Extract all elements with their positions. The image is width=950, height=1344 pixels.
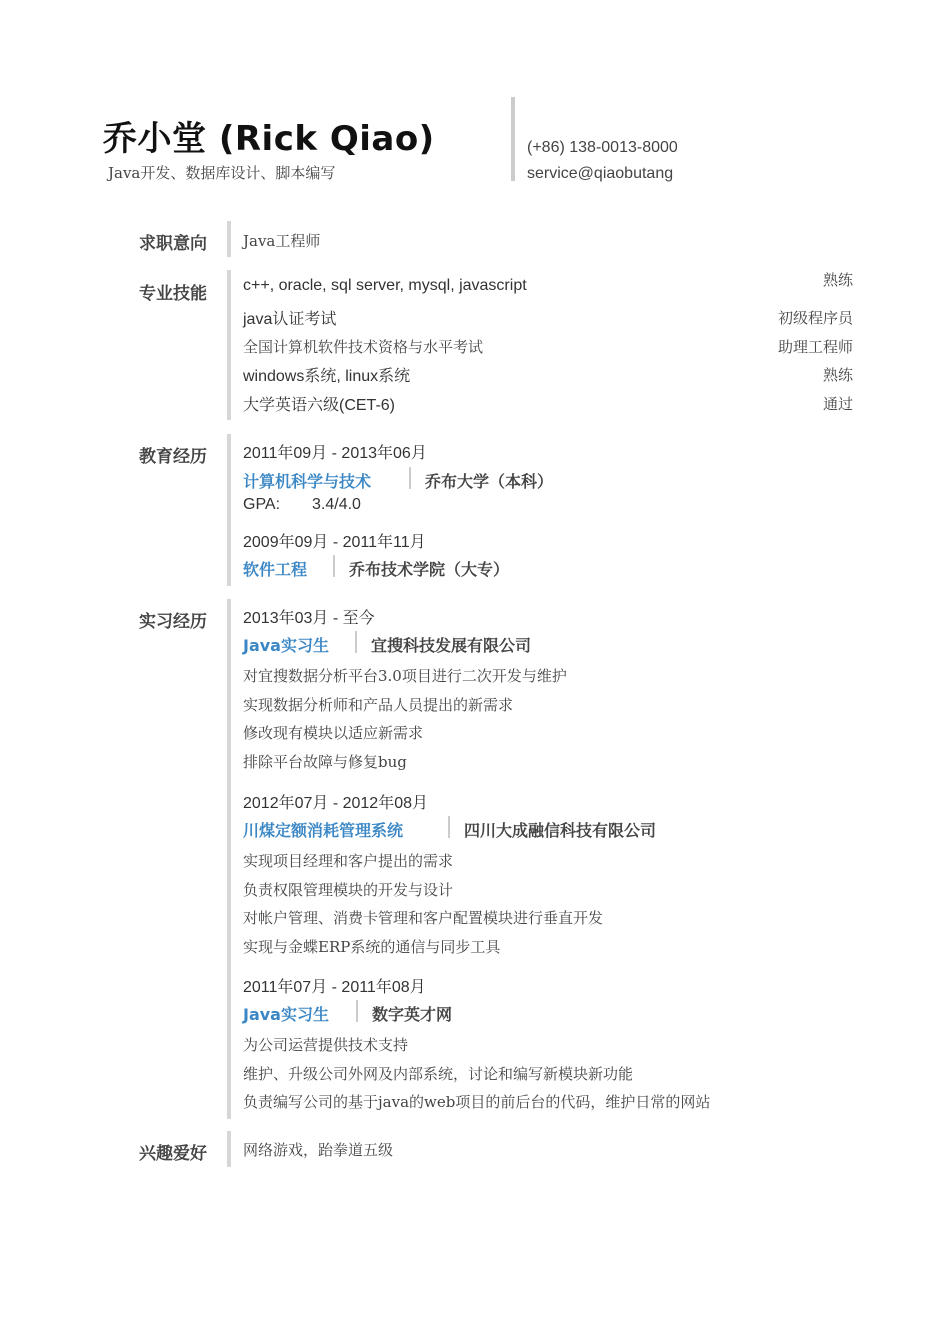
skill-level: 熟练 — [822, 271, 853, 289]
internship-role: Java实习生 — [243, 1005, 329, 1024]
skill-level: 熟练 — [822, 366, 853, 384]
contact-block — [527, 135, 678, 187]
skill-name: 大学英语六级(CET-6) — [243, 397, 396, 414]
internship-separator — [355, 631, 357, 653]
section-title-skills: 专业技能 — [139, 284, 207, 304]
section-rule-objective — [227, 221, 231, 257]
internship-duty: 负责编写公司的基于java的web项目的前后台的代码，维护日常的网站 — [243, 1093, 711, 1111]
skill-name: 全国计算机软件技术资格与水平考试 — [243, 338, 484, 356]
objective-value: Java工程师 — [243, 232, 321, 250]
internship-company: 宜搜科技发展有限公司 — [371, 636, 532, 655]
internship-period: 2012年07月 - 2012年08月 — [243, 795, 429, 812]
internship-duty: 为公司运营提供技术支持 — [243, 1036, 409, 1054]
internship-duty: 修改现有模块以适应新需求 — [243, 724, 424, 742]
education-school: 乔布技术学院（大专） — [349, 560, 510, 579]
resume-header — [0, 0, 950, 200]
hobbies-value: 网络游戏，跆拳道五级 — [243, 1141, 394, 1159]
internship-separator — [356, 1000, 358, 1022]
skill-name: windows系统, linux系统 — [243, 368, 411, 385]
internship-duty: 实现项目经理和客户提出的需求 — [243, 852, 454, 870]
education-period: 2009年09月 - 2011年11月 — [243, 534, 426, 551]
skill-level: 初级程序员 — [777, 309, 853, 327]
internship-separator — [448, 816, 450, 838]
education-separator — [333, 555, 335, 577]
education-separator — [409, 467, 411, 489]
email-address: service@qiaobutang — [527, 165, 674, 182]
phone-number: (+86) 138-0013-8000 — [527, 139, 678, 156]
skill-level: 通过 — [822, 395, 853, 413]
internship-duty: 实现数据分析师和产品人员提出的新需求 — [243, 696, 514, 714]
header-divider — [511, 97, 515, 181]
skill-name: java认证考试 — [243, 311, 337, 328]
section-rule-hobbies — [227, 1131, 231, 1167]
internship-duty: 对帐户管理、消费卡管理和客户配置模块进行垂直开发 — [243, 909, 604, 927]
education-period: 2011年09月 - 2013年06月 — [243, 445, 427, 462]
internship-period: 2011年07月 - 2011年08月 — [243, 979, 426, 996]
gpa-label: GPA: — [243, 496, 281, 513]
gpa-value: 3.4/4.0 — [312, 496, 361, 513]
internship-role: 川煤定额消耗管理系统 — [243, 821, 404, 840]
internship-duty: 对宜搜数据分析平台3.0项目进行二次开发与维护 — [243, 667, 567, 685]
education-school: 乔布大学（本科） — [425, 472, 554, 491]
internship-duty: 维护、升级公司外网及内部系统，讨论和编写新模块新功能 — [243, 1065, 634, 1083]
education-major: 软件工程 — [243, 560, 308, 579]
section-title-education: 教育经历 — [139, 447, 207, 467]
skill-level: 助理工程师 — [777, 338, 853, 356]
section-title-hobbies: 兴趣爱好 — [139, 1144, 207, 1164]
section-rule-skills — [227, 270, 231, 420]
internship-company: 数字英才网 — [372, 1005, 453, 1024]
education-major: 计算机科学与技术 — [243, 472, 372, 491]
candidate-subtitle: Java开发、数据库设计、脚本编写 — [108, 164, 336, 182]
internship-role: Java实习生 — [243, 636, 329, 655]
internship-duty: 排除平台故障与修复bug — [243, 753, 407, 771]
section-rule-internship — [227, 599, 231, 1119]
internship-duty: 负责权限管理模块的开发与设计 — [243, 881, 454, 899]
internship-period: 2013年03月 - 至今 — [243, 610, 375, 627]
internship-company: 四川大成融信科技有限公司 — [464, 821, 657, 840]
skill-name: c++, oracle, sql server, mysql, javascript — [243, 277, 527, 294]
internship-duty: 实现与金蝶ERP系统的通信与同步工具 — [243, 938, 501, 956]
candidate-name: 乔小堂 (Rick Qiao) — [103, 119, 435, 159]
section-title-objective: 求职意向 — [139, 234, 207, 254]
section-rule-education — [227, 434, 231, 586]
section-title-internship: 实习经历 — [139, 612, 207, 632]
